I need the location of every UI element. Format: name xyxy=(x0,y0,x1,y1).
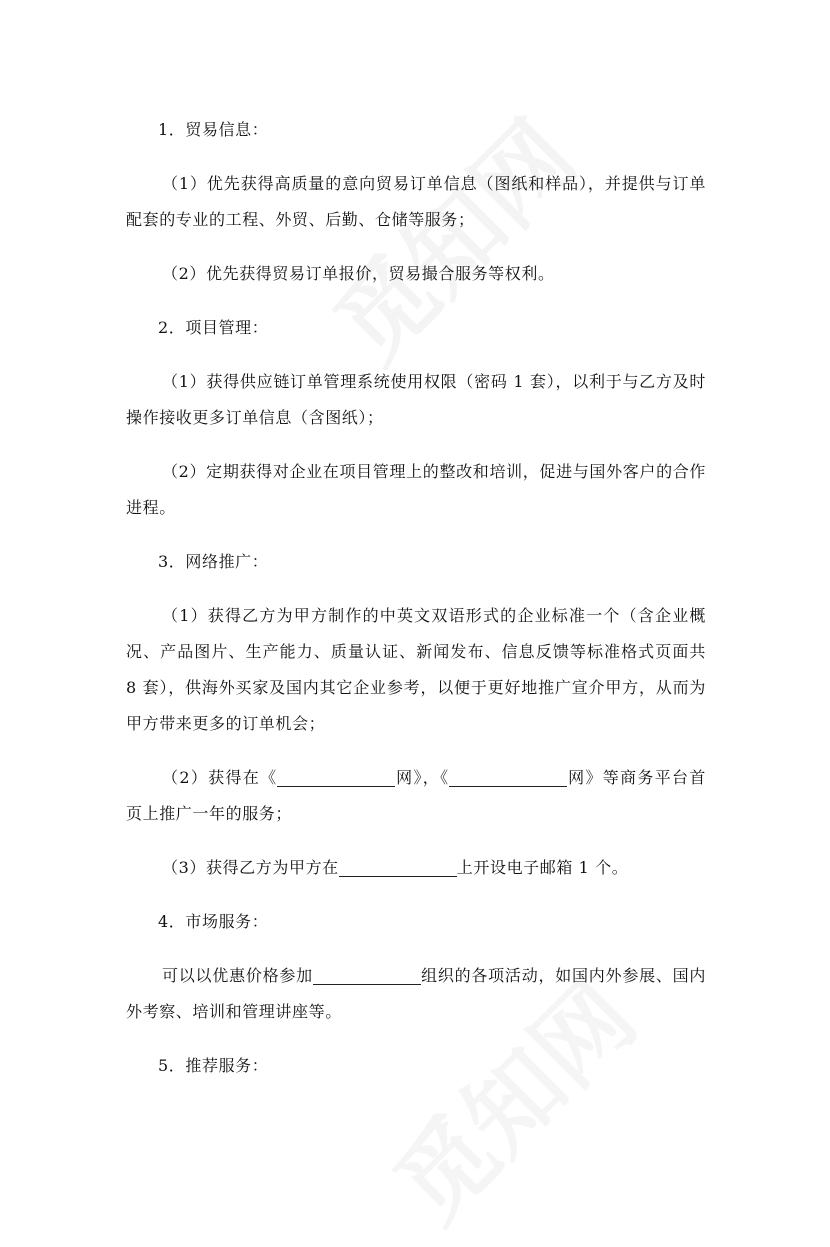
document-body xyxy=(126,112,706,1102)
section-4-heading: 4．市场服务： xyxy=(158,912,269,931)
section-5-heading: 5．推荐服务： xyxy=(158,1056,269,1075)
fill-in-blank-website-2[interactable] xyxy=(449,762,567,787)
section-3-item-3-part-b: 上开设电子邮箱 1 个。 xyxy=(456,858,629,877)
section-3-item-3 xyxy=(126,850,706,886)
section-3-item-2-part-c: 网》等商务平台首页上推广一年的服务； xyxy=(126,768,706,823)
fill-in-blank-organizer[interactable] xyxy=(313,960,421,985)
fill-in-blank-email-host[interactable] xyxy=(339,852,457,877)
section-3-item-2-part-a: （2）获得在《 xyxy=(162,768,278,787)
section-1-item-1: （1）优先获得高质量的意向贸易订单信息（图纸和样品），并提供与订单配套的专业的工程、外贸、后勤、仓储等服务； xyxy=(126,174,706,229)
section-3-item-2 xyxy=(126,760,706,832)
section-4-item-1-part-a: 可以以优惠价格参加 xyxy=(162,966,313,985)
section-2-heading: 2．项目管理： xyxy=(158,318,269,337)
section-2-item-1: （1）获得供应链订单管理系统使用权限（密码 1 套），以利于与乙方及时操作接收更多订单信息（含图纸）； xyxy=(126,372,706,427)
section-4-item-1-part-b: 组织的各项活动，如国内外参展、国内外考察、培训和管理讲座等。 xyxy=(126,966,706,1021)
section-3-item-2-part-b: 网》，《 xyxy=(395,768,450,787)
section-1-item-2: （2）优先获得贸易订单报价，贸易撮合服务等权利。 xyxy=(162,264,555,283)
section-2-item-2: （2）定期获得对企业在项目管理上的整改和培训，促进与国外客户的合作进程。 xyxy=(126,462,706,517)
section-1-heading: 1．贸易信息： xyxy=(158,120,269,139)
section-4-item-1 xyxy=(126,958,706,1030)
section-3-item-3-part-a: （3）获得乙方为甲方在 xyxy=(162,858,339,877)
section-3-heading: 3．网络推广： xyxy=(158,552,269,571)
section-3-item-1: （1）获得乙方为甲方制作的中英文双语形式的企业标准一个（含企业概况、产品图片、生产能力、质量认证、新闻发布、信息反馈等标准格式页面共 8 套），供海外买家及国内其它企业参考，以便于更好地推广宣介甲方，从而为甲方带来更多的订单机会； xyxy=(126,606,706,733)
fill-in-blank-website-1[interactable] xyxy=(277,762,395,787)
